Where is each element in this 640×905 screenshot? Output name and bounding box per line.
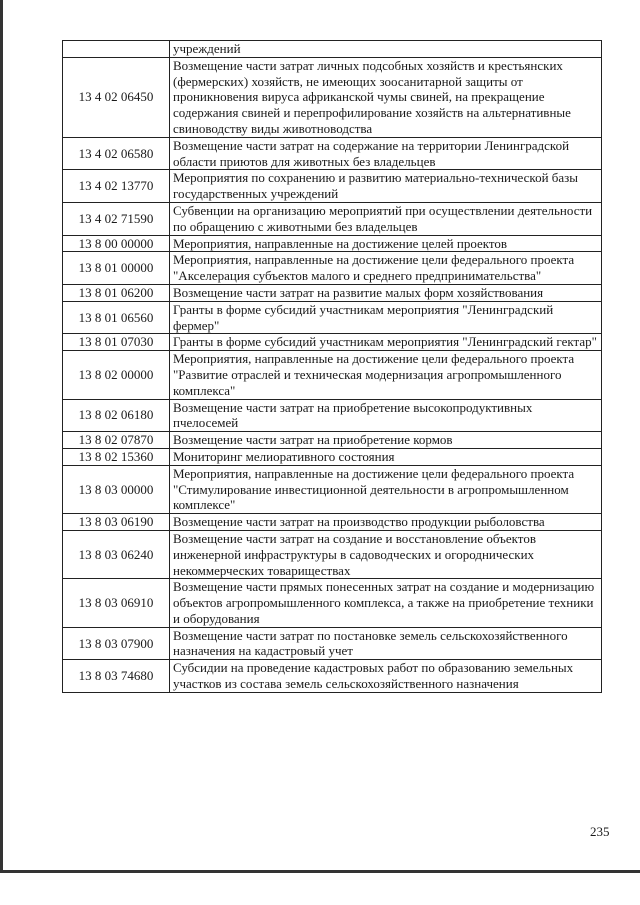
row-code: 13 8 02 15360 <box>63 448 170 465</box>
table-row <box>63 284 602 301</box>
row-description: Возмещение части прямых понесенных затрат на создание и модернизацию объектов агропромышленного комплекса, а также на приобретение техники и оборудования <box>170 579 602 627</box>
table-row <box>63 252 602 285</box>
table-row <box>63 465 602 513</box>
page-number: 235 <box>590 824 610 839</box>
table-row <box>63 627 602 660</box>
row-description: Мероприятия по сохранению и развитию материально-технической базы государственных учреждений <box>170 170 602 203</box>
row-code: 13 8 03 74680 <box>63 660 170 693</box>
row-code <box>63 41 170 58</box>
page-edge-bottom <box>0 870 640 873</box>
row-description: Мероприятия, направленные на достижение цели федерального проекта "Развитие отраслей и техническая модернизация агропромышленного комплекса" <box>170 351 602 399</box>
row-description: Возмещение части затрат на приобретение высокопродуктивных пчелосемей <box>170 399 602 432</box>
row-description: Гранты в форме субсидий участникам мероприятия "Ленинградский гектар" <box>170 334 602 351</box>
table-row <box>63 660 602 693</box>
table-row <box>63 530 602 578</box>
row-description: Возмещение части затрат по постановке земель сельскохозяйственного назначения на кадастровый учет <box>170 627 602 660</box>
row-description: Мероприятия, направленные на достижение цели федерального проекта "Акселерация субъектов малого и среднего предпринимательства" <box>170 252 602 285</box>
row-code: 13 4 02 13770 <box>63 170 170 203</box>
classification-table <box>62 40 602 693</box>
row-description: учреждений <box>170 41 602 58</box>
row-description: Мониторинг мелиоративного состояния <box>170 448 602 465</box>
row-description: Возмещение части затрат на приобретение кормов <box>170 432 602 449</box>
row-code: 13 8 01 06560 <box>63 301 170 334</box>
table-row <box>63 170 602 203</box>
row-code: 13 8 03 06240 <box>63 530 170 578</box>
table-row <box>63 432 602 449</box>
row-description: Возмещение части затрат на содержание на территории Ленинградской области приютов для животных без владельцев <box>170 137 602 170</box>
row-code: 13 8 02 00000 <box>63 351 170 399</box>
table-row <box>63 514 602 531</box>
row-code: 13 8 02 06180 <box>63 399 170 432</box>
table-row <box>63 351 602 399</box>
table-row <box>63 399 602 432</box>
table-row <box>63 41 602 58</box>
row-code: 13 4 02 06450 <box>63 57 170 137</box>
row-description: Возмещение части затрат на создание и восстановление объектов инженерной инфраструктуры в садоводческих и огороднических некоммерческих товариществах <box>170 530 602 578</box>
row-code: 13 8 01 00000 <box>63 252 170 285</box>
row-code: 13 8 03 07900 <box>63 627 170 660</box>
row-description: Возмещение части затрат на развитие малых форм хозяйствования <box>170 284 602 301</box>
row-description: Субвенции на организацию мероприятий при осуществлении деятельности по обращению с животными без владельцев <box>170 202 602 235</box>
row-description: Возмещение части затрат на производство продукции рыболовства <box>170 514 602 531</box>
row-description: Субсидии на проведение кадастровых работ по образованию земельных участков из состава земель сельскохозяйственного назначения <box>170 660 602 693</box>
row-code: 13 8 03 06910 <box>63 579 170 627</box>
table-row <box>63 57 602 137</box>
table-row <box>63 202 602 235</box>
row-code: 13 8 02 07870 <box>63 432 170 449</box>
row-description: Возмещение части затрат личных подсобных хозяйств и крестьянских (фермерских) хозяйств, не имеющих зоосанитарной защиты от проникновения вируса африканской чумы свиней, на прекращение содержания свиней и перепрофилирование хозяйств на альтернативные свиноводству виды животноводства <box>170 57 602 137</box>
table-row <box>63 334 602 351</box>
table-row <box>63 235 602 252</box>
row-code: 13 8 01 06200 <box>63 284 170 301</box>
row-description: Мероприятия, направленные на достижение целей проектов <box>170 235 602 252</box>
row-code: 13 8 00 00000 <box>63 235 170 252</box>
table-row <box>63 579 602 627</box>
row-description: Гранты в форме субсидий участникам мероприятия "Ленинградский фермер" <box>170 301 602 334</box>
table-row <box>63 137 602 170</box>
row-code: 13 8 01 07030 <box>63 334 170 351</box>
row-description: Мероприятия, направленные на достижение цели федерального проекта "Стимулирование инвестиционной деятельности в агропромышленном комплексе" <box>170 465 602 513</box>
page-edge-left <box>0 0 3 872</box>
table-row <box>63 448 602 465</box>
row-code: 13 8 03 06190 <box>63 514 170 531</box>
table-row <box>63 301 602 334</box>
row-code: 13 8 03 00000 <box>63 465 170 513</box>
row-code: 13 4 02 71590 <box>63 202 170 235</box>
row-code: 13 4 02 06580 <box>63 137 170 170</box>
